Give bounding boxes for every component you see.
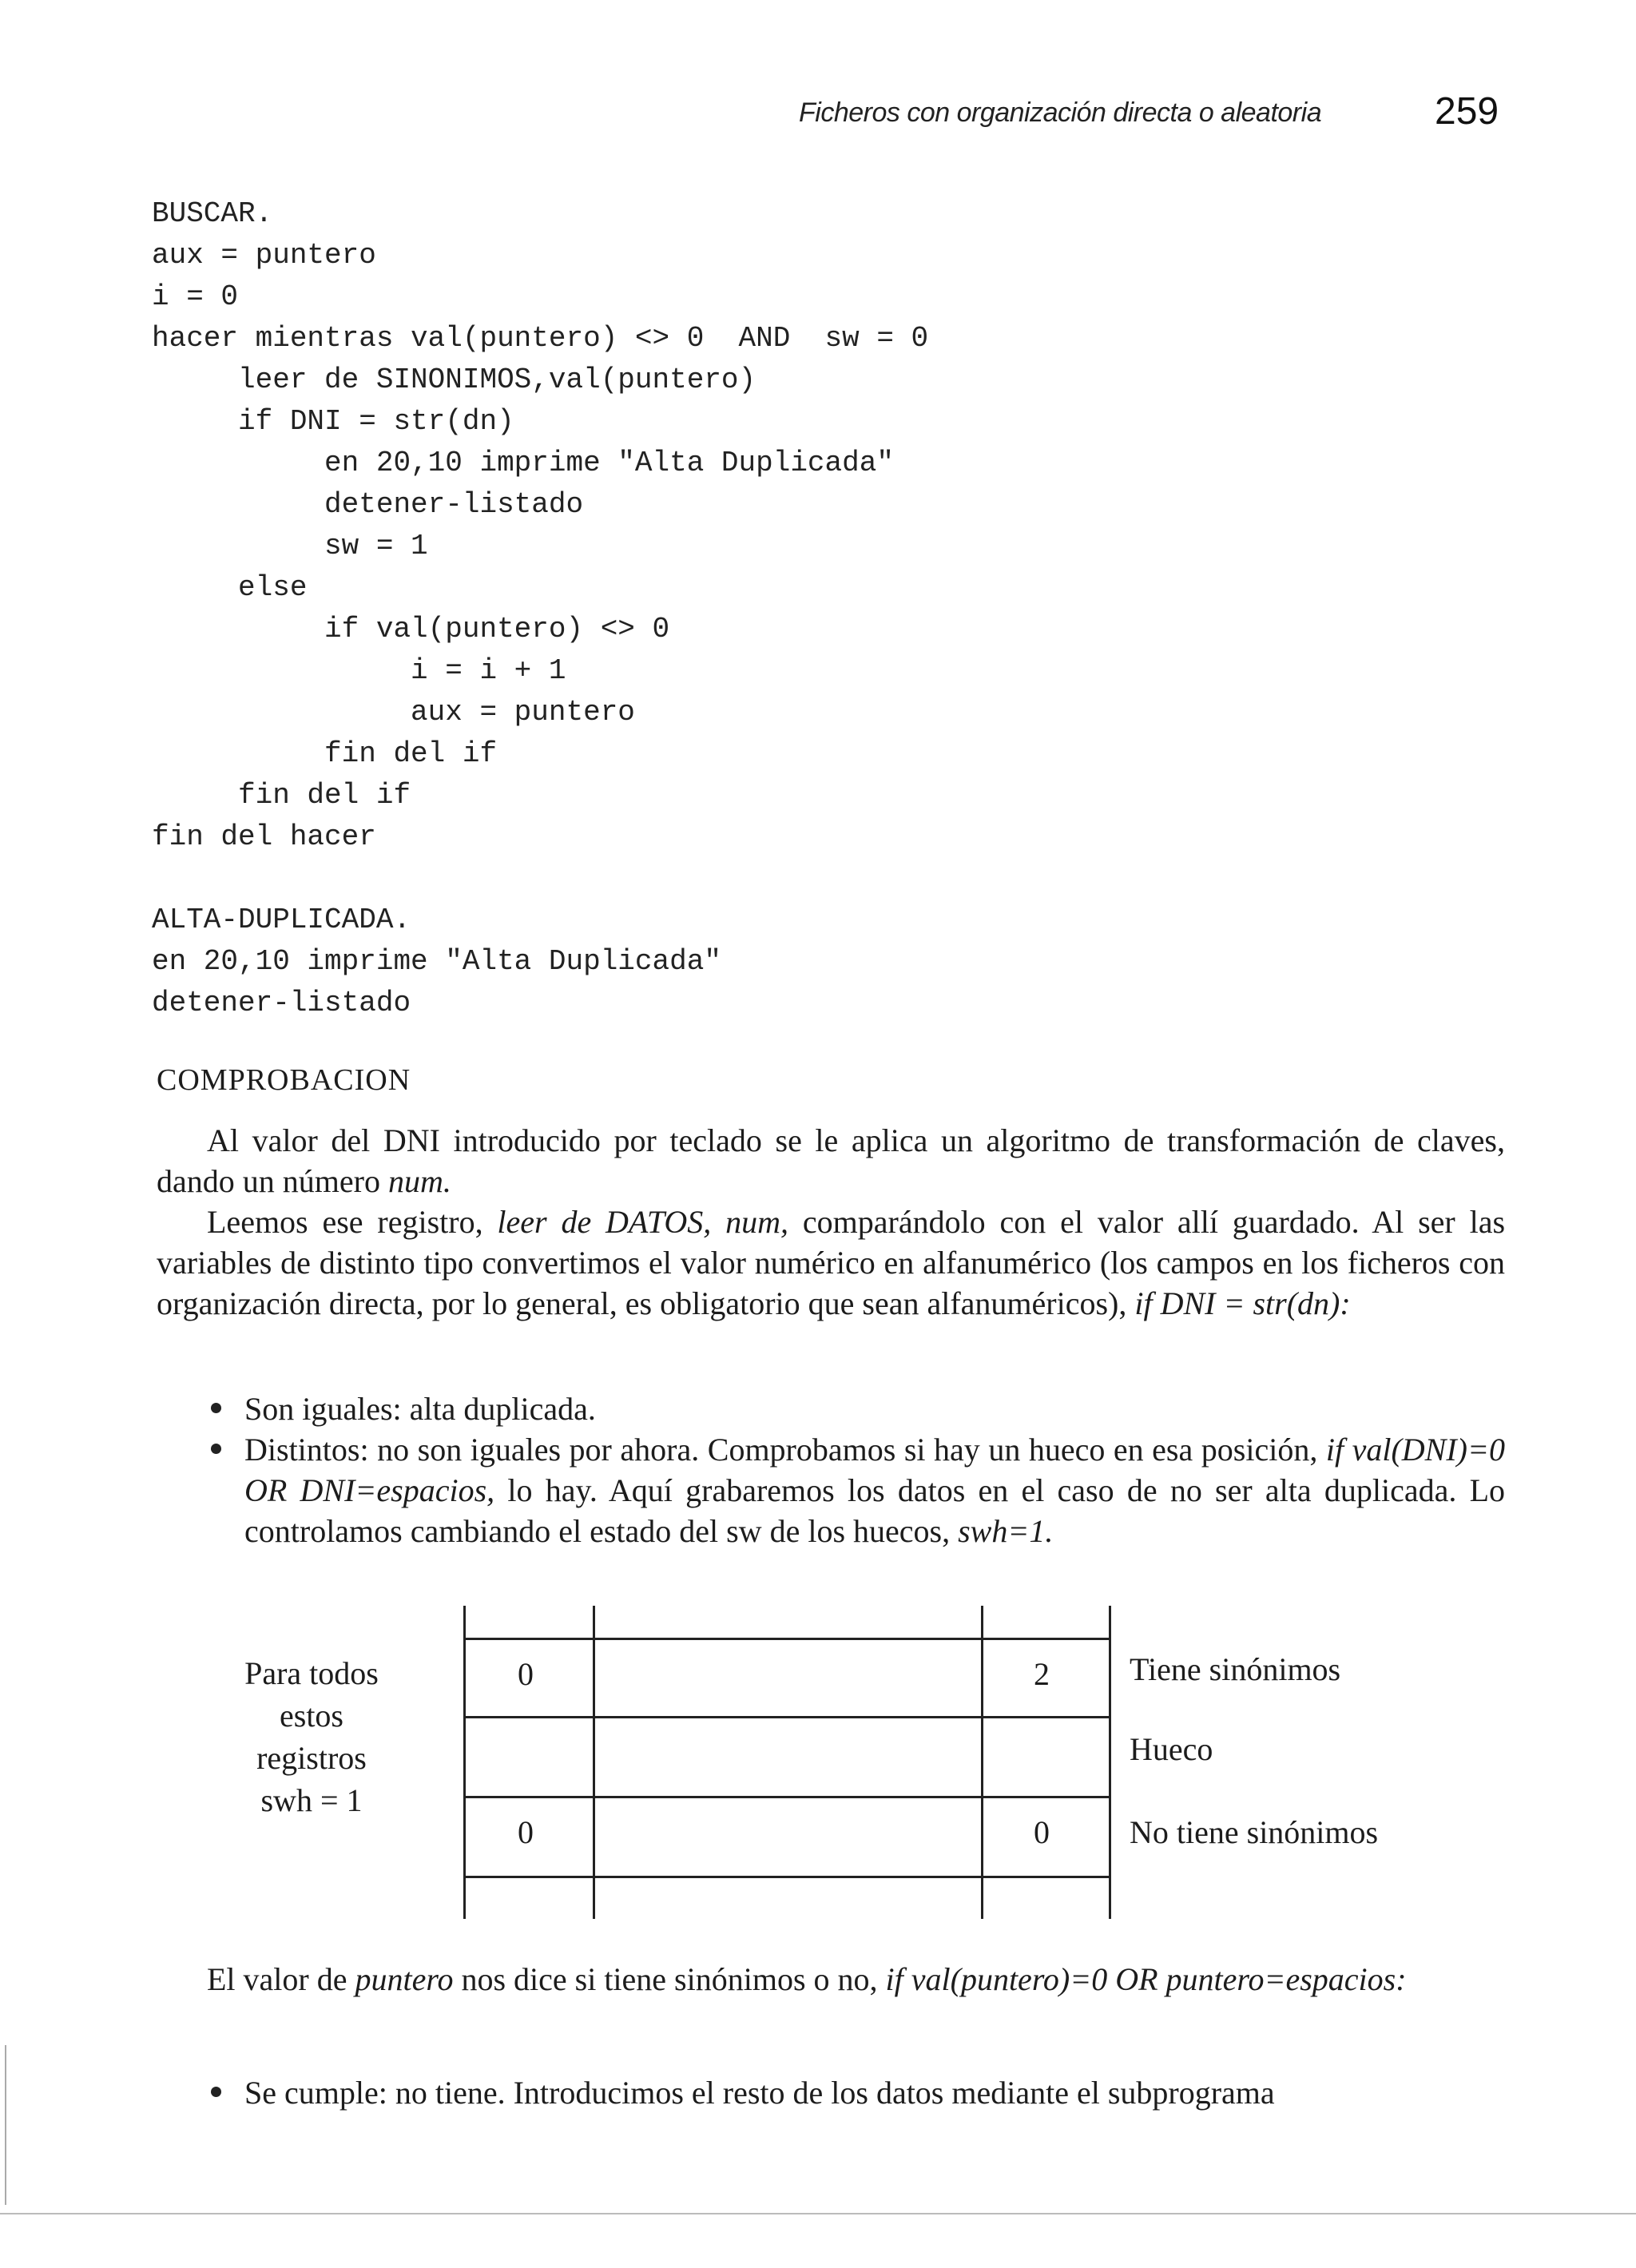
code-line: detener-listado [152,488,584,521]
code-line: fin del hacer [152,820,376,853]
code-line: sw = 1 [152,530,428,562]
list-item: Distintos: no son iguales por ahora. Comprobamos si hay un hueco en esa posición, if val(DNI)=0 OR DNI=espacios, lo hay. Aquí grabaremos los datos en el caso de no ser alta duplicada. Lo controlamos cambiando el estado del sw de los huecos, swh=1. [208,1429,1505,1551]
list-item: Se cumple: no tiene. Introducimos el resto de los datos mediante el subprograma [208,2072,1505,2113]
diagram-vline [1109,1606,1111,1919]
bullet-icon [211,2087,221,2097]
diagram-hline [463,1876,1111,1878]
code-line: leer de SINONIMOS,val(puntero) [152,363,756,396]
code-line: en 20,10 imprime "Alta Duplicada" [152,447,894,479]
code-line: hacer mientras val(puntero) <> 0 AND sw = 0 [152,322,929,355]
page-number: 259 [1435,90,1499,133]
row-label: Tiene sinónimos [1130,1651,1341,1687]
cell-left-value: 0 [518,1814,534,1850]
margin-mark [5,2045,6,2205]
diagram-hline [463,1716,1111,1718]
code-line: else [152,571,308,604]
code-line: if DNI = str(dn) [152,405,514,438]
paragraph-read-record: Leemos ese registro, leer de DATOS, num, comparándolo con el valor allí guardado. Al ser las variables de distinto tipo convertimos el valor numérico en alfanumérico (los campos en los ficheros con organización directa, por lo general, es obligatorio que sean alfanuméricos), if DNI = str(dn): [157,1204,1506,1321]
code-line: detener-listado [152,987,411,1019]
section-heading: COMPROBACION [157,1063,411,1097]
code-listing [152,193,928,1024]
bullet-list [208,1388,1505,1551]
code-line: ALTA-DUPLICADA. [152,904,411,936]
code-line: i = 0 [152,280,239,313]
code-line: aux = puntero [152,696,635,729]
diagram-hline [463,1796,1111,1798]
code-line: fin del if [152,779,411,812]
page-edge-line [0,2213,1636,2214]
list-item: Son iguales: alta duplicada. [208,1388,1505,1429]
diagram-hline [463,1638,1111,1640]
diagram-vline [463,1606,466,1919]
bullet-icon [211,1444,221,1454]
diagram-side-label: Para todos estos registros swh = 1 [244,1655,379,1818]
bullet-list [208,2072,1505,2113]
diagram-vline [593,1606,595,1919]
diagram-vline [981,1606,983,1919]
paragraph-puntero: El valor de puntero nos dice si tiene sinónimos o no, if val(puntero)=0 OR puntero=espacios: [207,1961,1407,1997]
cell-right-value: 0 [1034,1814,1050,1850]
code-line: BUSCAR. [152,197,273,230]
cell-right-value: 2 [1034,1656,1050,1692]
code-line: i = i + 1 [152,654,566,687]
code-line: en 20,10 imprime "Alta Duplicada" [152,945,721,978]
running-title: Ficheros con organización directa o aleatoria [799,97,1322,128]
code-line: if val(puntero) <> 0 [152,613,670,645]
cell-left-value: 0 [518,1656,534,1692]
paragraph-transformation: Al valor del DNI introducido por teclado se le aplica un algoritmo de transformación de claves, dando un número num. [157,1122,1505,1199]
row-label: Hueco [1130,1731,1213,1767]
bullet-icon [211,1403,221,1413]
code-line: aux = puntero [152,239,376,272]
code-line: fin del if [152,737,498,770]
row-label: No tiene sinónimos [1130,1814,1379,1850]
